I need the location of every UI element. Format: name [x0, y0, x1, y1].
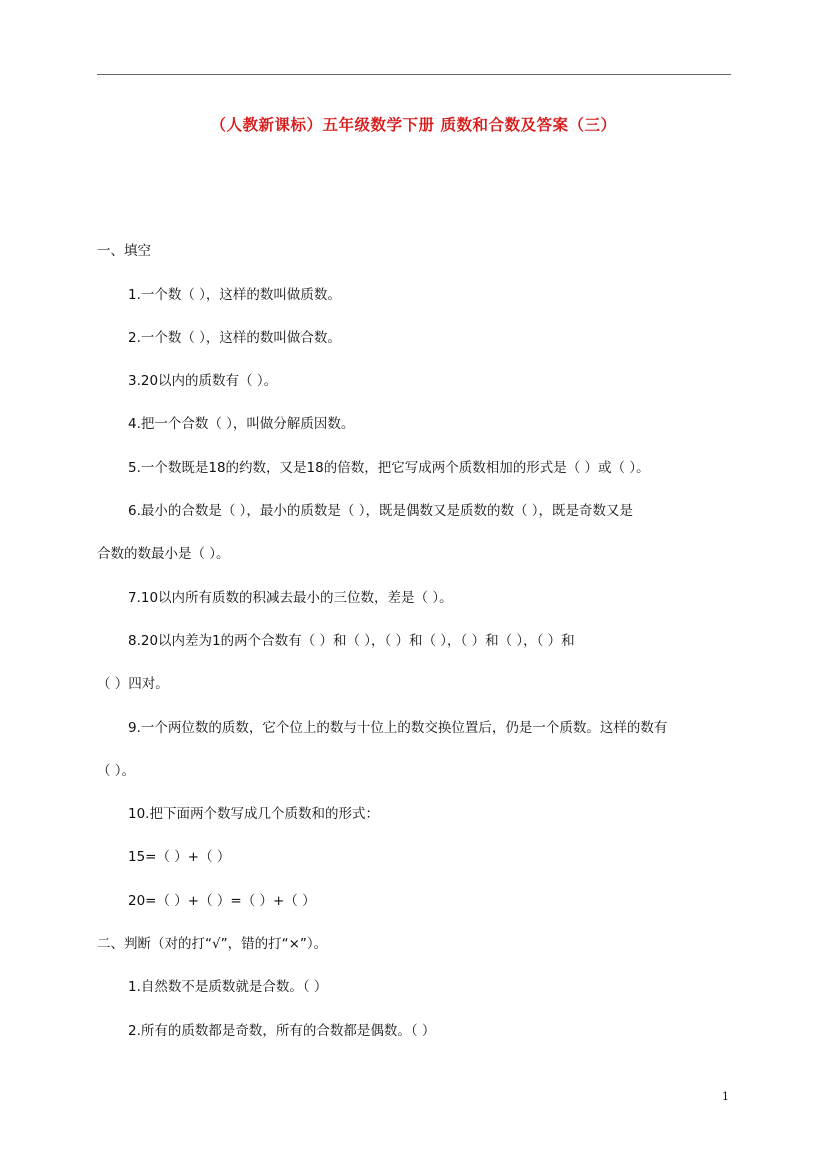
question-7: 7.10以内所有质数的积减去最小的三位数，差是（ ）。 — [128, 590, 453, 606]
question-5: 5.一个数既是18的约数，又是18的倍数，把它写成两个质数相加的形式是（ ）或（ ）。 — [128, 460, 650, 476]
question-6-line1: 6.最小的合数是（ ），最小的质数是（ ），既是偶数又是质数的数（ ），既是奇数又是 — [128, 503, 634, 519]
question-3: 3.20以内的质数有（ ）。 — [128, 373, 278, 389]
question-4: 4.把一个合数（ ），叫做分解质因数。 — [128, 416, 355, 432]
question-6-line2: 合数的数最小是（ ）。 — [97, 546, 230, 562]
judge-question-1: 1.自然数不是质数就是合数。（ ） — [128, 979, 328, 995]
question-2: 2.一个数（ ），这样的数叫做合数。 — [128, 330, 341, 346]
question-8-line2: （ ）四对。 — [97, 676, 169, 692]
page-number: 1 — [722, 1090, 729, 1103]
section1-heading: 一、填空 — [97, 243, 151, 259]
question-9-line1: 9.一个两位数的质数，它个位上的数与十位上的数交换位置后，仍是一个质数。这样的数有 — [128, 720, 668, 736]
judge-question-2: 2.所有的质数都是奇数，所有的合数都是偶数。（ ） — [128, 1023, 436, 1039]
section2-heading: 二、判断（对的打“√”，错的打“×”）。 — [97, 936, 328, 952]
header-rule — [97, 74, 731, 75]
question-10-a: 15=（ ）+（ ） — [128, 849, 231, 865]
question-1: 1.一个数（ ），这样的数叫做质数。 — [128, 287, 341, 303]
question-9-line2: （ ）。 — [97, 763, 136, 779]
document-title: （人教新课标）五年级数学下册 质数和合数及答案（三） — [210, 115, 617, 134]
question-10: 10.把下面两个数写成几个质数和的形式： — [128, 806, 379, 822]
question-8-line1: 8.20以内差为1的两个合数有（ ）和（ ），（ ）和（ ），（ ）和（ ），（ ）和 — [128, 633, 575, 649]
question-10-b: 20=（ ）+（ ）=（ ）+（ ） — [128, 893, 316, 909]
